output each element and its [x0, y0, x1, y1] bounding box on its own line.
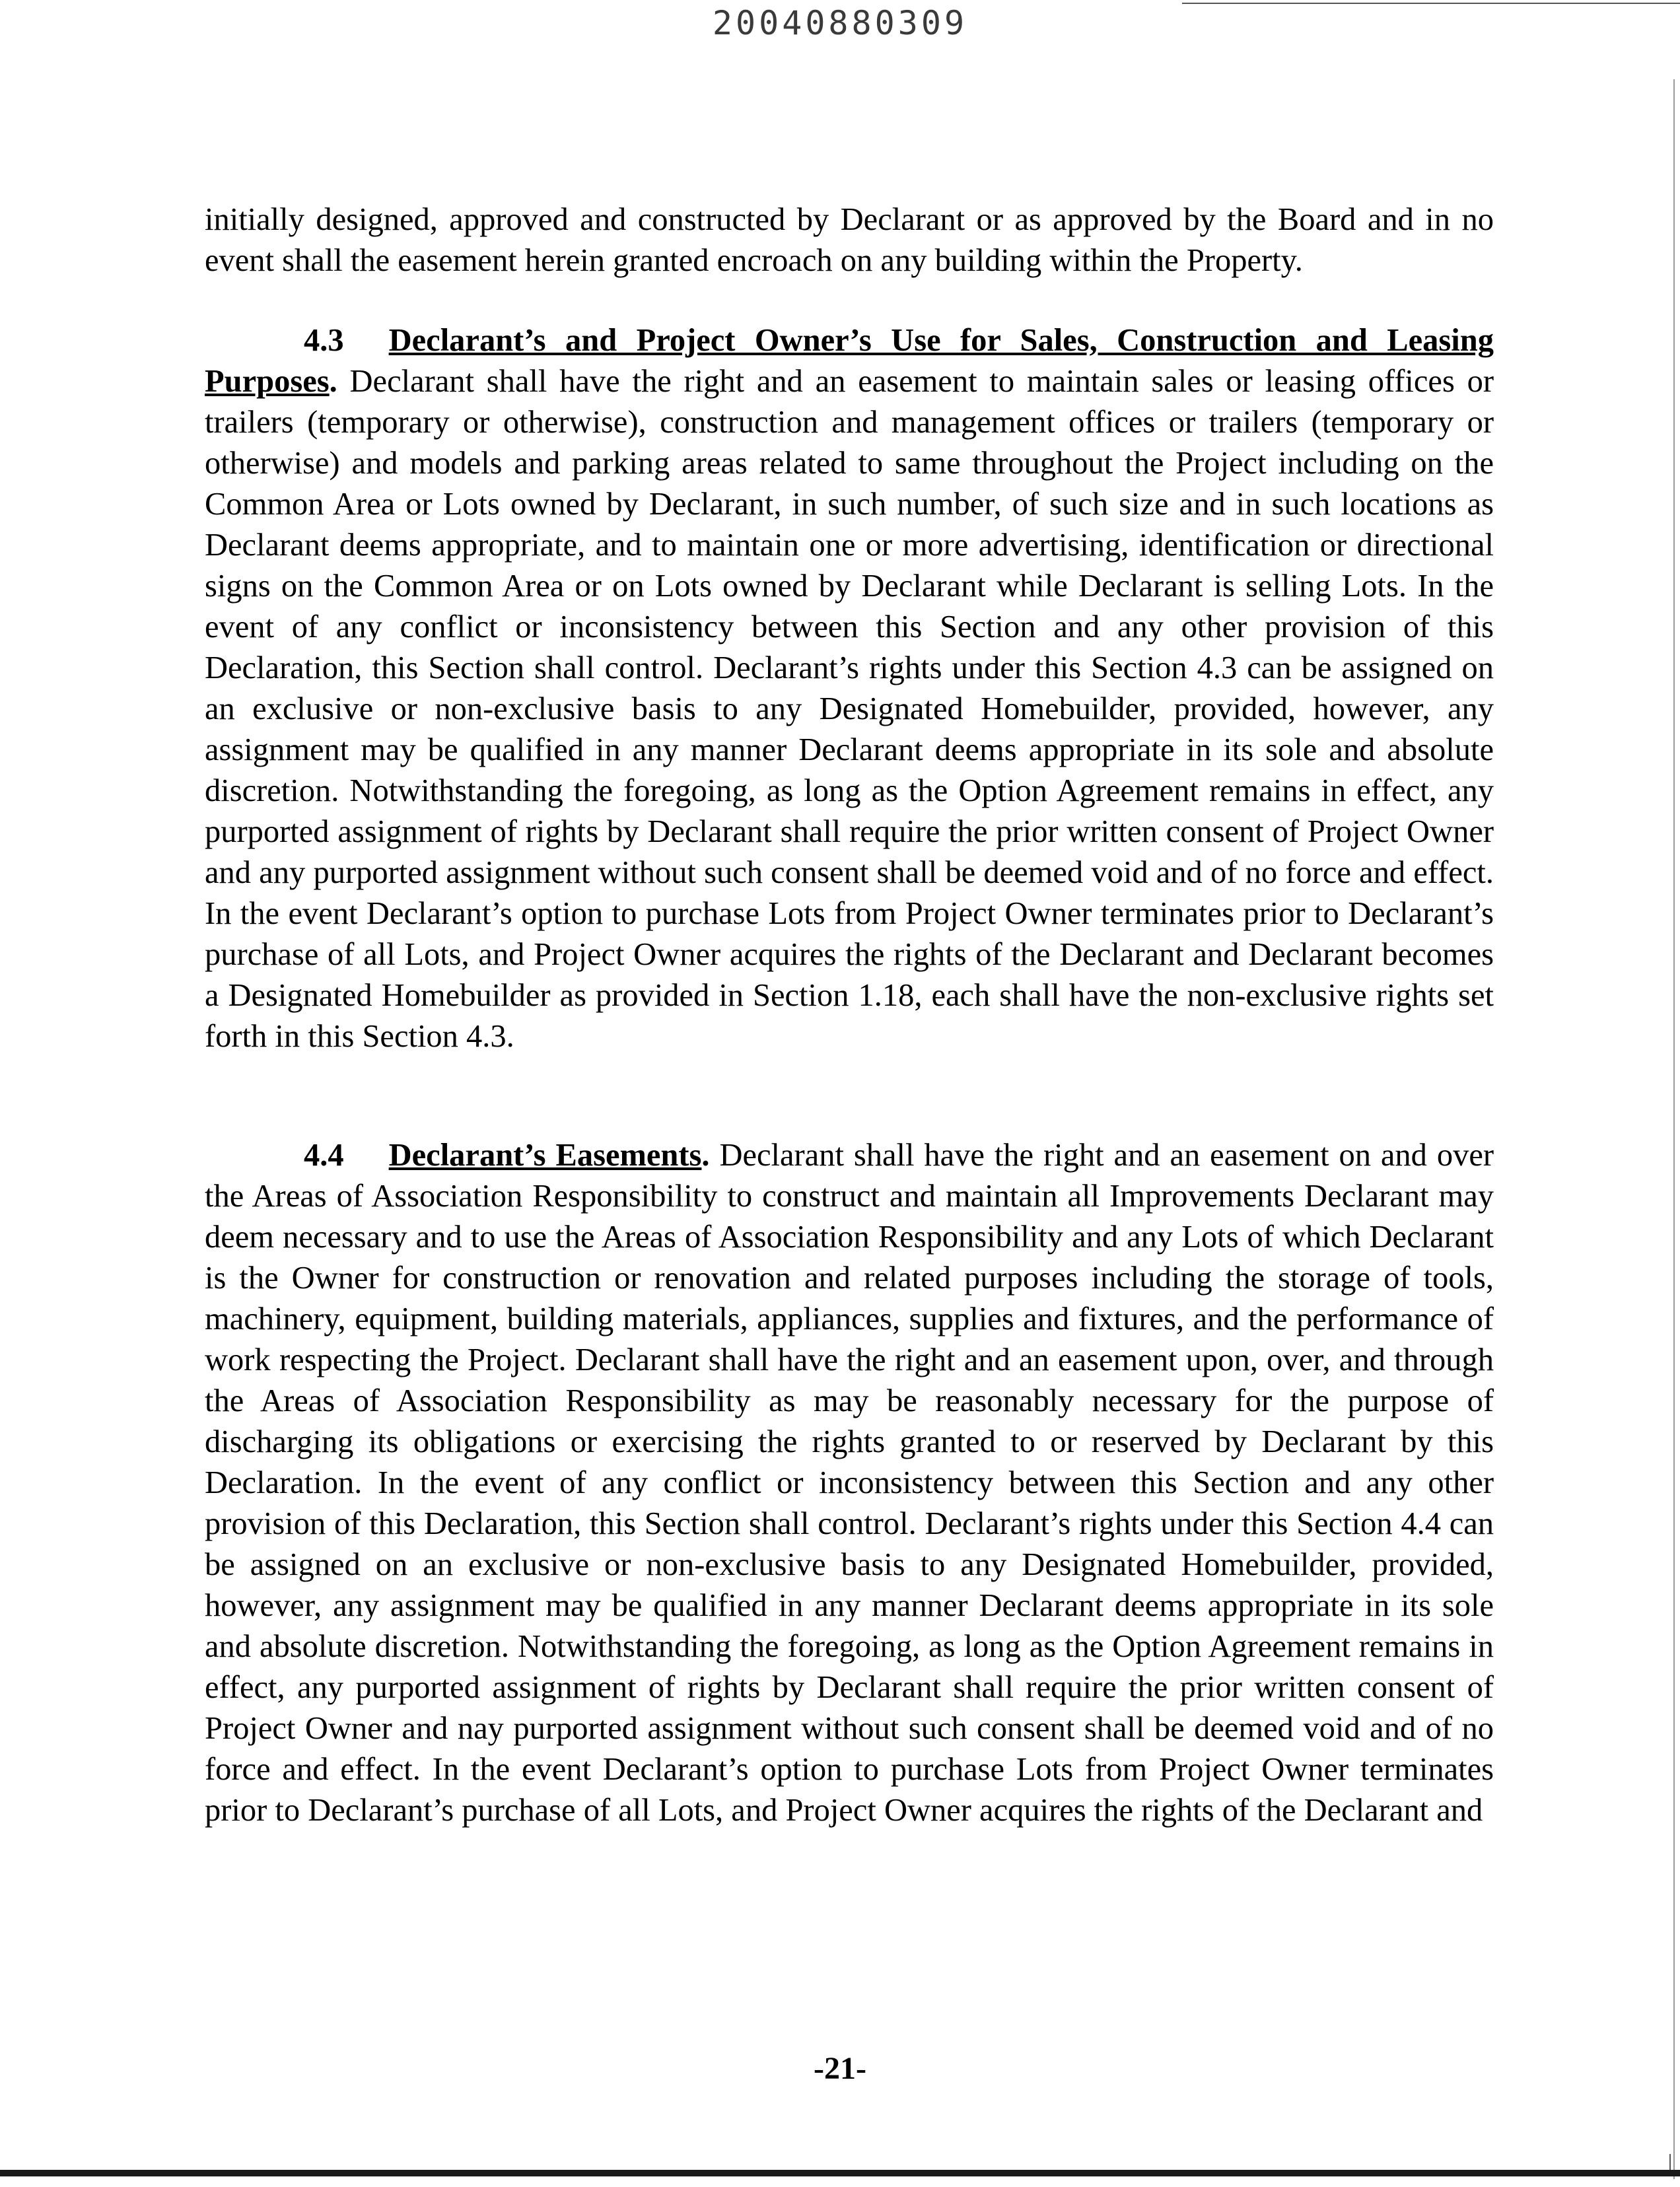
section-paragraph: 4.3 Declarant’s and Project Owner’s Use for Sales, Construction and Leasing Purposes. Declarant shall have the right and an easement to maintain sales or leasing offices or trailers (temporary or otherwise), construction and management offices or trailers (temporary or otherwise) and models and parking areas related to same throughout the Project including on the Common Area or Lots owned by Declarant, in such number, of such size and in such locations as Declarant deems appropriate, and to maintain one or more advertising, identification or directional signs on the Common Area or on Lots owned by Declarant while Declarant is selling Lots. In the event of any conflict or inconsistency between this Section and any other provision of this Declaration, this Section shall control. Declarant’s rights under this Section 4.3 can be assigned on an exclusive or non-exclusive basis to any Designated Homebuilder, provided, however, any assignment may be qualified in any manner Declarant deems appropriate in its sole and absolute discretion. Notwithstanding the foregoing, as long as the Option Agreement remains in effect, any purported assignment of rights by Declarant shall require the prior written consent of Project Owner and any purported assignment without such consent shall be deemed void and of no force and effect. In the event Declarant’s option to purchase Lots from Project Owner terminates prior to Declarant’s purchase of all Lots, and Project Owner acquires the rights of the Declarant and Declarant becomes a Designated Homebuilder as provided in Section 1.18, each shall have the non-exclusive rights set forth in this Section 4.3.: [205, 323, 1494, 1054]
section-number: 4.3: [304, 323, 344, 358]
section-body: Declarant shall have the right and an easement to maintain sales or leasing offices or trailers (temporary or otherwise), construction and management offices or trailers (temporary or otherwise) and models and parking areas related to same throughout the Project including on the Common Area or Lots owned by Declarant, in such number, of such size and in such locations as Declarant deems appropriate, and to maintain one or more advertising, identification or directional signs on the Common Area or on Lots owned by Declarant while Declarant is selling Lots. In the event of any conflict or inconsistency between this Section and any other provision of this Declaration, this Section shall control. Declarant’s rights under this Section 4.3 can be assigned on an exclusive or non-exclusive basis to any Designated Homebuilder, provided, however, any assignment may be qualified in any manner Declarant deems appropriate in its sole and absolute discretion. Notwithstanding the foregoing, as long as the Option Agreement remains in effect, any purported assignment of rights by Declarant shall require the prior written consent of Project Owner and any purported assignment without such consent shall be deemed void and of no force and effect. In the event Declarant’s option to purchase Lots from Project Owner terminates prior to Declarant’s purchase of all Lots, and Project Owner acquires the rights of the Declarant and Declarant becomes a Designated Homebuilder as provided in Section 1.18, each shall have the non-exclusive rights set forth in this Section 4.3.: [205, 364, 1494, 1054]
bottom-scan-rule: [0, 2170, 1680, 2176]
section-number: 4.4: [304, 1138, 344, 1173]
section-heading: Declarant’s and Project Owner’s Use for Sales, Construction and Leasing Purposes: [205, 323, 1494, 399]
bottom-scan-tick: [1669, 2154, 1671, 2171]
paragraph-text: initially designed, approved and constructed by Declarant or as approved by the Board and in no event shall the easement herein granted encroach on any building within the Property.: [205, 202, 1494, 278]
section-4-4: [205, 1135, 1494, 1831]
page-number: -21-: [814, 2051, 866, 2086]
section-body: Declarant shall have the right and an easement on and over the Areas of Association Responsibility to construct and maintain all Improvements Declarant may deem necessary and to use the Areas of Association Responsibility and any Lots of which Declarant is the Owner for construction or renovation and related purposes including the storage of tools, machinery, equipment, building materials, appliances, supplies and fixtures, and the performance of work respecting the Project. Declarant shall have the right and an easement upon, over, and through the Areas of Association Responsibility as may be reasonably necessary for the purpose of discharging its obligations or exercising the rights granted to or reserved by Declarant by this Declaration. In the event of any conflict or inconsistency between this Section and any other provision of this Declaration, this Section shall control. Declarant’s rights under this Section 4.4 can be assigned on an exclusive or non-exclusive basis to any Designated Homebuilder, provided, however, any assignment may be qualified in any manner Declarant deems appropriate in its sole and absolute discretion. Notwithstanding the foregoing, as long as the Option Agreement remains in effect, any purported assignment of rights by Declarant shall require the prior written consent of Project Owner and nay purported assignment without such consent shall be deemed void and of no force and effect. In the event Declarant’s option to purchase Lots from Project Owner terminates prior to Declarant’s purchase of all Lots, and Project Owner acquires the rights of the Declarant and: [205, 1138, 1494, 1828]
document-number: 20040880309: [712, 4, 968, 42]
right-scan-edge: [1673, 79, 1675, 2179]
section-paragraph: 4.4 Declarant’s Easements. Declarant shall have the right and an easement on and over the Areas of Association Responsibility to construct and maintain all Improvements Declarant may deem necessary and to use the Areas of Association Responsibility and any Lots of which Declarant is the Owner for construction or renovation and related purposes including the storage of tools, machinery, equipment, building materials, appliances, supplies and fixtures, and the performance of work respecting the Project. Declarant shall have the right and an easement upon, over, and through the Areas of Association Responsibility as may be reasonably necessary for the purpose of discharging its obligations or exercising the rights granted to or reserved by Declarant by this Declaration. In the event of any conflict or inconsistency between this Section and any other provision of this Declaration, this Section shall control. Declarant’s rights under this Section 4.4 can be assigned on an exclusive or non-exclusive basis to any Designated Homebuilder, provided, however, any assignment may be qualified in any manner Declarant deems appropriate in its sole and absolute discretion. Notwithstanding the foregoing, as long as the Option Agreement remains in effect, any purported assignment of rights by Declarant shall require the prior written consent of Project Owner and nay purported assignment without such consent shall be deemed void and of no force and effect. In the event Declarant’s option to purchase Lots from Project Owner terminates prior to Declarant’s purchase of all Lots, and Project Owner acquires the rights of the Declarant and: [205, 1138, 1494, 1828]
section-heading: Declarant’s Easements: [388, 1138, 702, 1173]
paragraph-continuation: [205, 199, 1494, 281]
section-4-3: [205, 320, 1494, 1057]
